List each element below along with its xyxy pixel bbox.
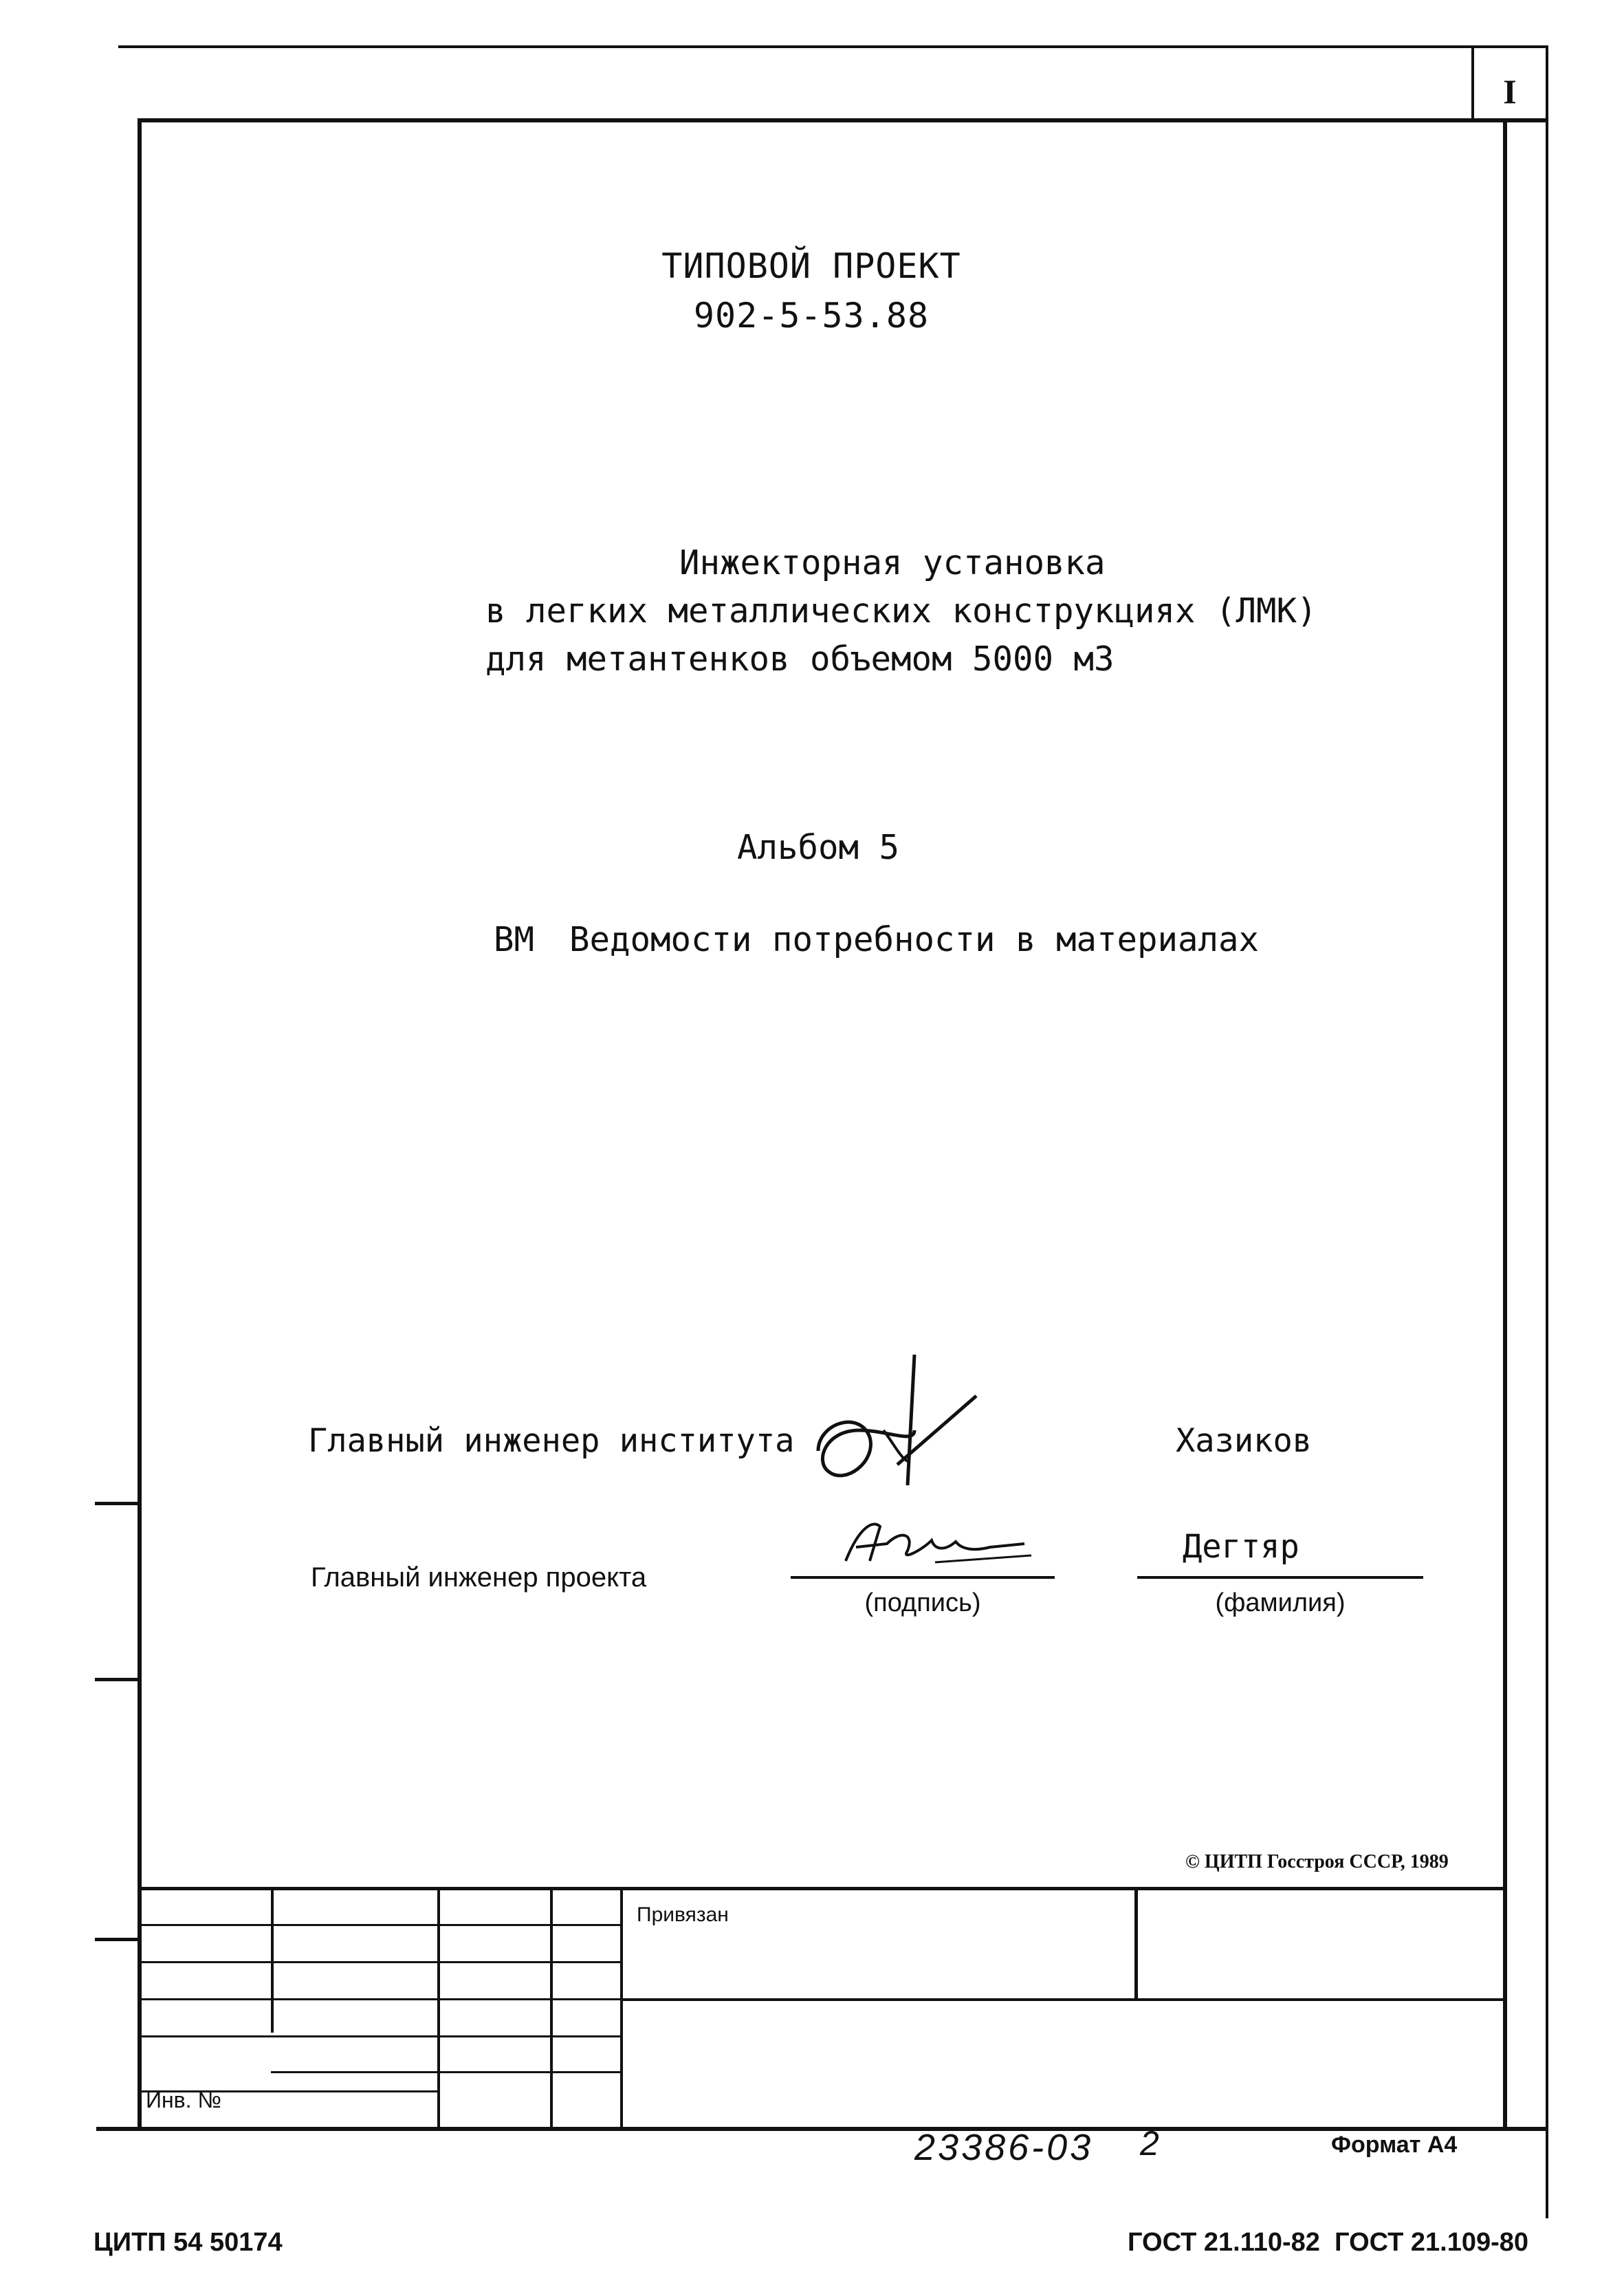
surname-caption: (фамилия) xyxy=(1215,1588,1346,1617)
stamp-top xyxy=(138,1887,1507,1890)
title-line-3: для метантенков объемом 5000 м3 xyxy=(485,639,1115,679)
stamp-col-line xyxy=(437,1887,440,2130)
stamp-col-line xyxy=(620,1887,623,2130)
frame-bottom xyxy=(96,2127,1548,2131)
signature-caption: (подпись) xyxy=(864,1588,981,1617)
left-tick xyxy=(95,1678,139,1681)
album-description: Ведомости потребности в материалах xyxy=(569,920,1260,959)
stamp-col-line xyxy=(271,1887,274,2033)
outer-right-line xyxy=(1546,45,1548,2218)
project-type: ТИПОВОЙ ПРОЕКТ xyxy=(661,246,961,286)
stamp-row-line xyxy=(138,2035,622,2037)
frame-right xyxy=(1503,118,1507,2130)
frame-top xyxy=(138,118,1548,122)
surname-underline xyxy=(1137,1576,1423,1579)
stamp-row-line xyxy=(138,1924,622,1926)
left-tick xyxy=(95,1938,139,1941)
name-khazikov: Хазиков xyxy=(1176,1422,1313,1460)
bound-label: Привязан xyxy=(637,1903,729,1926)
stamp-col-line xyxy=(550,1887,553,2130)
stamp-row-line xyxy=(138,1961,622,1963)
album-code: ВМ xyxy=(494,920,535,959)
role-chief-engineer-project: Главный инженер проекта xyxy=(311,1562,647,1593)
top-edge-line xyxy=(118,45,1548,48)
stamp-row-line xyxy=(138,1998,622,2000)
signature-degtyar xyxy=(832,1513,1038,1575)
stamp-mid xyxy=(622,1998,1507,2001)
frame-left xyxy=(138,118,142,2130)
footer-right: ГОСТ 21.110-82 ГОСТ 21.109-80 xyxy=(1128,2228,1529,2257)
copyright: © ЦИТП Госстроя СССР, 1989 xyxy=(1185,1851,1449,1872)
name-degtyar: Дегтяр xyxy=(1183,1528,1299,1566)
role-chief-engineer-institute: Главный инженер института xyxy=(308,1422,795,1460)
registration-sheet: 2 xyxy=(1140,2124,1159,2163)
footer-left: ЦИТП 54 50174 xyxy=(94,2228,283,2257)
title-line-1: Инжекторная установка xyxy=(679,543,1106,582)
stamp-row-line xyxy=(271,2071,622,2073)
project-number: 902-5-53.88 xyxy=(693,296,930,336)
signature-underline xyxy=(791,1576,1055,1579)
album-label: Альбом 5 xyxy=(737,828,900,867)
left-tick xyxy=(95,1502,139,1505)
signature-khazikov xyxy=(811,1348,983,1492)
registration-number: 23386-03 xyxy=(914,2127,1094,2168)
sheet-number: I xyxy=(1503,72,1517,111)
inventory-label: Инв. № xyxy=(146,2088,221,2112)
stamp-col-line xyxy=(1134,1887,1138,2000)
title-line-2: в легких металлических конструкциях (ЛМК) xyxy=(485,591,1317,631)
format-label: Формат А4 xyxy=(1331,2132,1458,2158)
